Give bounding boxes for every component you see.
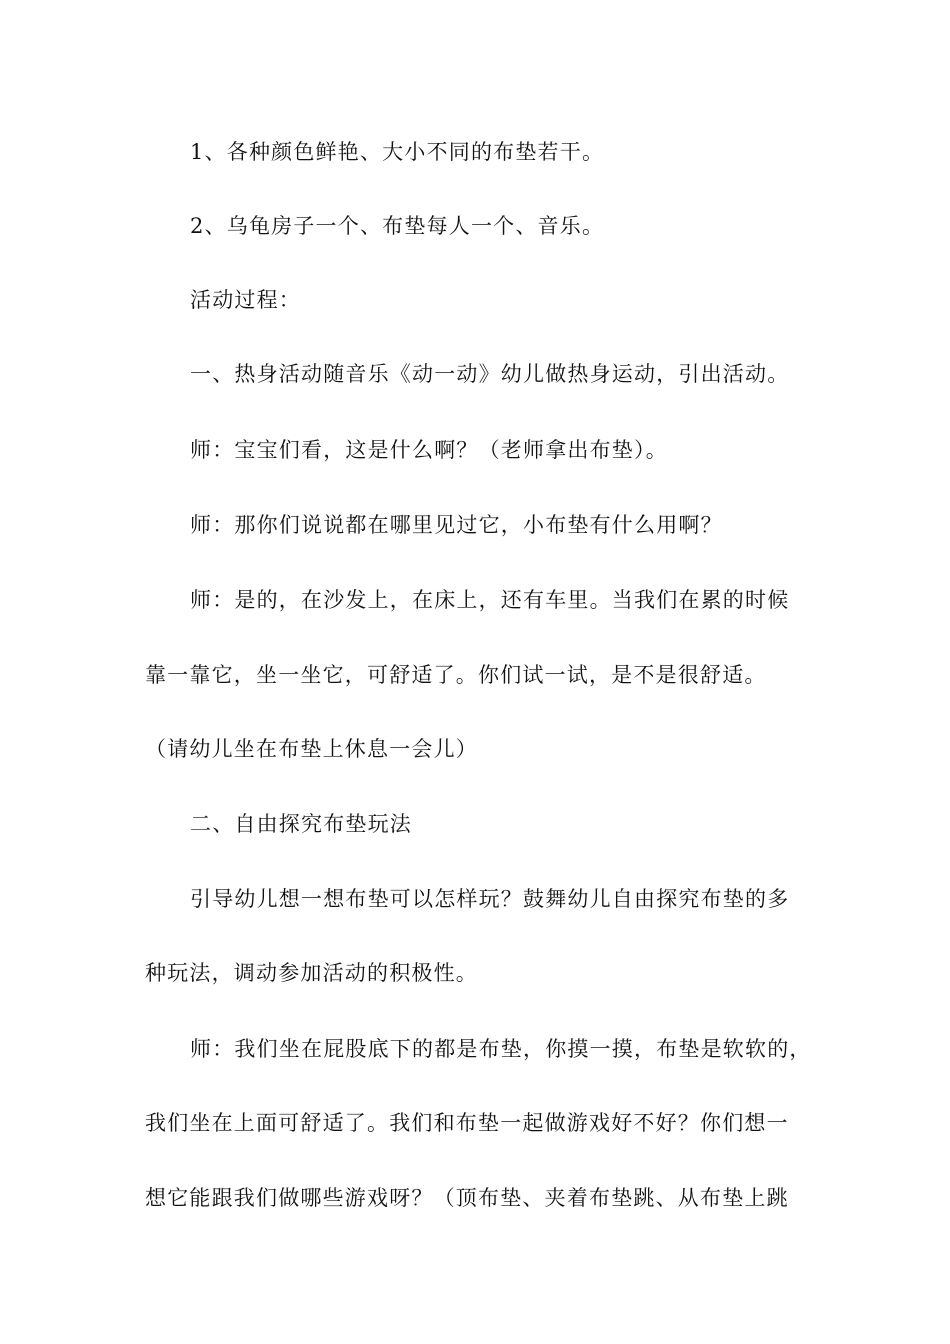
text-line-teacher-3: 师：是的，在沙发上，在床上，还有车里。当我们在累的时候 xyxy=(190,588,790,612)
text-line-note: （请幼儿坐在布垫上休息一会儿） xyxy=(145,737,478,761)
section-heading-explore: 二、自由探究布垫玩法 xyxy=(190,812,412,836)
text-line-teacher-3-cont: 靠一靠它，坐一坐它，可舒适了。你们试一试，是不是很舒适。 xyxy=(145,663,767,687)
text-line-teacher-4: 师：我们坐在屁股底下的都是布垫，你摸一摸，布垫是软软的， xyxy=(190,1037,812,1061)
text-line-materials-1: 1、各种颜色鲜艳、大小不同的布垫若干。 xyxy=(190,140,605,164)
section-heading-process: 活动过程： xyxy=(190,288,301,312)
text-line-teacher-4-cont: 我们坐在上面可舒适了。我们和布垫一起做游戏好不好？你们想一 xyxy=(145,1111,789,1135)
text-line-warmup: 一、热身活动随音乐《动一动》幼儿做热身运动，引出活动。 xyxy=(190,362,790,386)
text-line-teacher-2: 师：那你们说说都在哪里见过它，小布垫有什么用啊？ xyxy=(190,513,723,537)
text-line-teacher-4-cont2: 想它能跟我们做哪些游戏呀？（顶布垫、夹着布垫跳、从布垫上跳 xyxy=(145,1186,789,1210)
text-line-guide-cont: 种玩法，调动参加活动的积极性。 xyxy=(145,961,478,985)
text-line-materials-2: 2、乌龟房子一个、布垫每人一个、音乐。 xyxy=(190,214,605,238)
text-line-teacher-1: 师：宝宝们看，这是什么啊？（老师拿出布垫）。 xyxy=(190,438,668,462)
text-line-guide: 引导幼儿想一想布垫可以怎样玩？鼓舞幼儿自由探究布垫的多 xyxy=(190,887,790,911)
